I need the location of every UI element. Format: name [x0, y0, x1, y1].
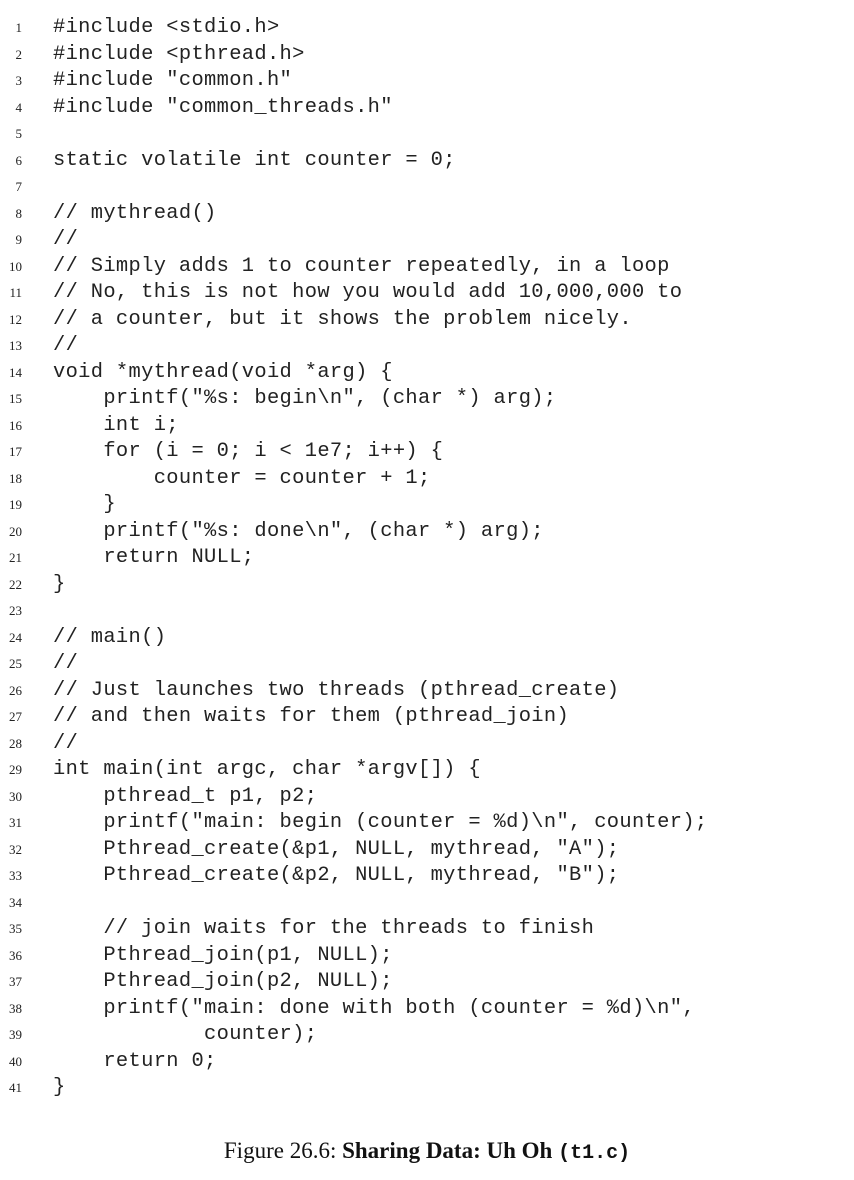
line-number: 5	[15, 126, 22, 141]
line-number: 18	[9, 470, 22, 486]
code-text: counter = counter + 1;	[53, 466, 431, 490]
line-number: 3	[15, 73, 22, 88]
code-text: // a counter, but it shows the problem nicely.	[53, 307, 632, 331]
code-line	[0, 492, 854, 519]
line-number: 41	[9, 1080, 22, 1095]
code-text: #include <pthread.h>	[53, 42, 305, 66]
code-line	[0, 837, 854, 864]
code-text: pthread_t p1, p2;	[53, 784, 318, 808]
line-number: 2	[15, 46, 22, 62]
code-line	[0, 439, 854, 466]
code-text: Pthread_create(&p1, NULL, mythread, "A");	[53, 837, 620, 861]
code-line	[0, 360, 854, 387]
code-line	[0, 678, 854, 705]
code-text: return 0;	[53, 1049, 217, 1073]
line-number: 34	[9, 894, 22, 910]
code-line	[0, 254, 854, 281]
line-number: 30	[9, 788, 22, 804]
line-number: 17	[9, 444, 22, 459]
line-number: 22	[9, 576, 22, 592]
code-line	[0, 572, 854, 599]
line-number: 25	[9, 656, 22, 671]
code-line	[0, 916, 854, 943]
code-text: counter);	[53, 1023, 318, 1046]
caption-filename: (t1.c)	[558, 1142, 631, 1165]
code-line	[0, 598, 854, 625]
code-line	[0, 784, 854, 811]
code-line	[0, 227, 854, 254]
line-number: 24	[9, 629, 22, 645]
code-line	[0, 121, 854, 148]
code-line	[0, 1075, 854, 1102]
code-line	[0, 545, 854, 572]
line-number: 32	[9, 841, 22, 857]
code-text: // join waits for the threads to finish	[53, 917, 595, 940]
code-line	[0, 95, 854, 122]
code-text: #include <stdio.h>	[53, 16, 280, 39]
code-line	[0, 890, 854, 917]
code-text: Pthread_create(&p2, NULL, mythread, "B");	[53, 864, 620, 887]
code-text: // and then waits for them (pthread_join)	[53, 705, 570, 728]
line-number: 7	[15, 179, 22, 194]
line-number: 27	[9, 709, 22, 724]
code-line	[0, 1049, 854, 1076]
code-text: // No, this is not how you would add 10,000,000 to	[53, 281, 683, 304]
code-text: }	[53, 1076, 66, 1099]
line-number: 40	[9, 1053, 22, 1069]
line-number: 9	[15, 232, 22, 247]
line-number: 36	[9, 947, 22, 963]
line-number: 14	[9, 364, 22, 380]
line-number: 23	[9, 603, 22, 618]
line-number: 4	[15, 99, 22, 115]
code-text: int i;	[53, 413, 179, 437]
code-line	[0, 519, 854, 546]
code-text: #include "common.h"	[53, 69, 293, 92]
code-text: printf("main: begin (counter = %d)\n", counter);	[53, 811, 708, 834]
line-number: 19	[9, 497, 22, 512]
code-line	[0, 201, 854, 228]
code-text: }	[53, 493, 116, 516]
figure-caption	[0, 1138, 854, 1165]
code-line	[0, 280, 854, 307]
code-line	[0, 1022, 854, 1049]
line-number: 28	[9, 735, 22, 751]
code-text: int main(int argc, char *argv[]) {	[53, 758, 481, 781]
code-line	[0, 174, 854, 201]
code-text: #include "common_threads.h"	[53, 95, 393, 119]
code-text: // main()	[53, 625, 167, 649]
code-line	[0, 68, 854, 95]
code-line	[0, 148, 854, 175]
code-line	[0, 466, 854, 493]
line-number: 8	[15, 205, 22, 221]
line-number: 35	[9, 921, 22, 936]
line-number: 21	[9, 550, 22, 565]
line-number: 1	[15, 20, 22, 35]
code-line	[0, 810, 854, 837]
line-number: 16	[9, 417, 22, 433]
line-number: 38	[9, 1000, 22, 1016]
code-text: // mythread()	[53, 201, 217, 225]
code-text: static volatile int counter = 0;	[53, 148, 456, 172]
code-listing	[0, 15, 854, 1102]
code-line	[0, 731, 854, 758]
line-number: 20	[9, 523, 22, 539]
code-line	[0, 969, 854, 996]
line-number: 26	[9, 682, 22, 698]
code-text: printf("%s: begin\n", (char *) arg);	[53, 387, 557, 410]
code-text: //	[53, 652, 79, 675]
line-number: 33	[9, 868, 22, 883]
line-number: 37	[9, 974, 22, 989]
line-number: 10	[9, 258, 22, 274]
caption-prefix: Figure 26.6:	[223, 1138, 343, 1163]
code-text: }	[53, 572, 66, 596]
code-text: printf("main: done with both (counter = %d)\n",	[53, 996, 695, 1020]
code-text: for (i = 0; i < 1e7; i++) {	[53, 440, 444, 463]
code-text: //	[53, 731, 79, 755]
code-text: return NULL;	[53, 546, 255, 569]
code-text: //	[53, 334, 79, 357]
line-number: 31	[9, 815, 22, 830]
line-number: 29	[9, 762, 22, 777]
code-line	[0, 15, 854, 42]
line-number: 13	[9, 338, 22, 353]
code-line	[0, 42, 854, 69]
line-number: 11	[9, 285, 22, 300]
code-text: // Simply adds 1 to counter repeatedly, in a loop	[53, 254, 670, 278]
code-line	[0, 333, 854, 360]
code-line	[0, 307, 854, 334]
code-text: void *mythread(void *arg) {	[53, 360, 393, 384]
line-number: 12	[9, 311, 22, 327]
code-line	[0, 863, 854, 890]
line-number: 6	[15, 152, 22, 168]
code-line	[0, 757, 854, 784]
line-number: 15	[9, 391, 22, 406]
code-line	[0, 625, 854, 652]
code-line	[0, 943, 854, 970]
code-text: // Just launches two threads (pthread_create)	[53, 678, 620, 702]
code-line	[0, 704, 854, 731]
caption-title: Sharing Data: Uh Oh	[342, 1138, 559, 1163]
code-line	[0, 996, 854, 1023]
line-number: 39	[9, 1027, 22, 1042]
code-text: printf("%s: done\n", (char *) arg);	[53, 519, 544, 543]
code-line	[0, 651, 854, 678]
code-line	[0, 386, 854, 413]
code-text: Pthread_join(p2, NULL);	[53, 970, 393, 993]
code-text: //	[53, 228, 79, 251]
code-line	[0, 413, 854, 440]
code-text: Pthread_join(p1, NULL);	[53, 943, 393, 967]
